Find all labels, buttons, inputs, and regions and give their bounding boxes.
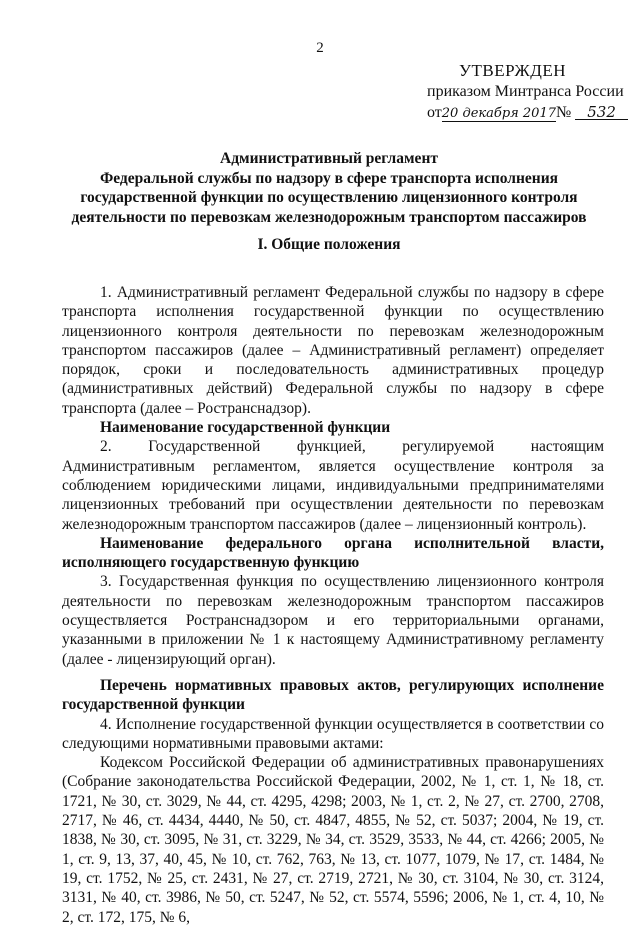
document-title bbox=[62, 149, 596, 227]
approved-label: УТВЕРЖДЕН bbox=[459, 61, 566, 80]
number-prefix: № bbox=[555, 104, 572, 121]
approval-stamp bbox=[427, 60, 627, 123]
title-line: Административный регламент bbox=[220, 150, 438, 167]
paragraph-3: 3. Государственная функция по осуществлению лицензионного контроля деятельности по перевозкам железнодорожным транспортом пассажиров осуществляется Ространснадзором и его территориальными органами, указанными в приложении № 1 к настоящему Административному регламенту (далее - лицензирующий орган). bbox=[62, 573, 604, 668]
subheading-authority: Наименование федерального органа исполнительной власти, исполняющего государственную функцию bbox=[62, 534, 604, 572]
title-line: Федеральной службы по надзору в сфере транспорта исполнения bbox=[99, 169, 559, 187]
order-date-line bbox=[427, 102, 627, 123]
title-line: деятельности по перевозкам железнодорожным транспортом пассажиров bbox=[71, 208, 587, 226]
handwritten-date: 20 декабря 2017 bbox=[441, 106, 556, 121]
paragraph-4: 4. Исполнение государственной функции осуществляется в соответствии со следующими нормативными правовыми актами: bbox=[62, 715, 604, 752]
body-text bbox=[62, 283, 604, 927]
order-label: приказом Минтранса России bbox=[427, 83, 624, 100]
subheading-function-name: Наименование государственной функции bbox=[100, 419, 391, 437]
paragraph-5: Кодексом Российской Федерации об административных правонарушениях (Собрание законодательства Российской Федерации, 2002, № 1, ст. 1, № 18, ст. 1721, № 30, ст. 3029, № 44, ст. 4295, 4298; 2003, № 1, ст. 2, № 27, ст. 2700, 2708, 2717, № 46, ст. 4434, 4440, № 50, ст. 4847, 4855, № 52, ст. 5037; 2004, № 19, ст. 1838, № 30, ст. 3095, № 31, ст. 3229, № 34, ст. 3529, 3533, № 44, ст. 4266; 2005, № 1, ст. 9, 13, 37, 40, 45, № 10, ст. 762, 763, № 13, ст. 1077, 1079, № 17, ст. 1484, № 19, ст. 1752, № 25, ст. 2431, № 27, ст. 2719, 2721, № 30, ст. 3104, № 30, ст. 3124, 3131, № 40, ст. 3986, № 50, ст. 5247, № 52, ст. 5574, 5596; 2006, № 1, ст. 4, 10, № 2, ст. 172, 175, № 6, bbox=[62, 754, 604, 926]
section-heading: I. Общие положения bbox=[257, 236, 401, 253]
date-prefix: от bbox=[427, 104, 442, 121]
handwritten-number: 532 bbox=[575, 105, 628, 120]
subheading-legal-acts: Перечень нормативных правовых актов, регулирующих исполнение государственной функции bbox=[62, 676, 604, 714]
paragraph-2: 2. Государственной функцией, регулируемой настоящим Административным регламентом, является осуществление контроля за соблюдением юридическими лицами, индивидуальными предпринимателями лицензионных требований при осуществлении деятельности по перевозкам железнодорожным транспортом пассажиров (далее – лицензионный контроль). bbox=[62, 438, 604, 533]
paragraph-1: 1. Административный регламент Федеральной службы по надзору в сфере транспорта исполнения государственной функции по осуществлению лицензионного контроля деятельности по перевозкам железнодорожным транспортом пассажиров (далее – Административный регламент) определяет порядок, сроки и последовательность административных процедур (административных действий) Федеральной службы по надзору в сфере транспорта (далее – Ространснадзор). bbox=[62, 284, 604, 417]
page-number: 2 bbox=[316, 40, 324, 56]
title-line: государственной функции по осуществлению лицензионного контроля bbox=[80, 189, 578, 206]
